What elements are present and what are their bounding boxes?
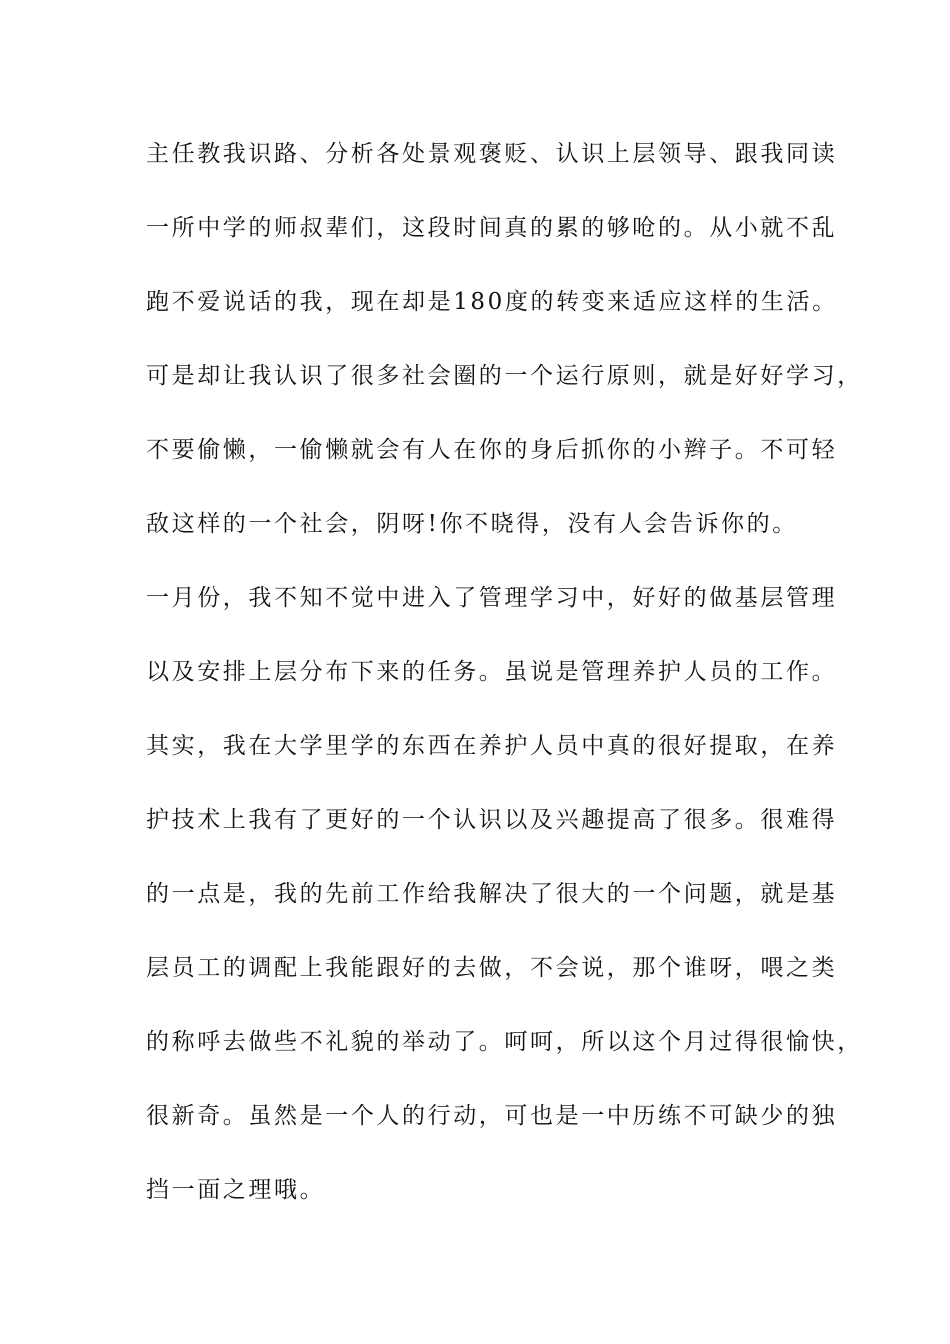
text-line-10: 护技术上我有了更好的一个认识以及兴趣提高了很多。很难得 <box>146 807 838 833</box>
text-line-14: 很新奇。虽然是一个人的行动，可也是一中历练不可缺少的独 <box>146 1103 838 1129</box>
text-line-3: 跑不爱说话的我，现在却是180度的转变来适应这样的生活。 <box>146 289 838 315</box>
text-line-13: 的称呼去做些不礼貌的举动了。呵呵，所以这个月过得很愉快， <box>146 1029 863 1055</box>
text-line-2: 一所中学的师叔辈们，这段时间真的累的够呛的。从小就不乱 <box>146 215 838 241</box>
text-line-8: 以及安排上层分布下来的任务。虽说是管理养护人员的工作。 <box>146 659 838 685</box>
text-line-7: 一月份，我不知不觉中进入了管理学习中，好好的做基层管理 <box>146 585 838 611</box>
text-line-6: 敌这样的一个社会，阴呀!你不晓得，没有人会告诉你的。 <box>146 511 798 537</box>
text-line-15: 挡一面之理哦。 <box>146 1177 326 1203</box>
text-line-5: 不要偷懒，一偷懒就会有人在你的身后抓你的小辫子。不可轻 <box>146 437 838 463</box>
text-line-11: 的一点是，我的先前工作给我解决了很大的一个问题，就是基 <box>146 881 838 907</box>
text-line-12: 层员工的调配上我能跟好的去做，不会说，那个谁呀，喂之类 <box>146 955 838 981</box>
text-line-1: 主任教我识路、分析各处景观褒贬、认识上层领导、跟我同读 <box>146 141 838 167</box>
text-line-9: 其实，我在大学里学的东西在养护人员中真的很好提取，在养 <box>146 733 838 759</box>
text-line-4: 可是却让我认识了很多社会圈的一个运行原则，就是好好学习， <box>146 363 863 389</box>
